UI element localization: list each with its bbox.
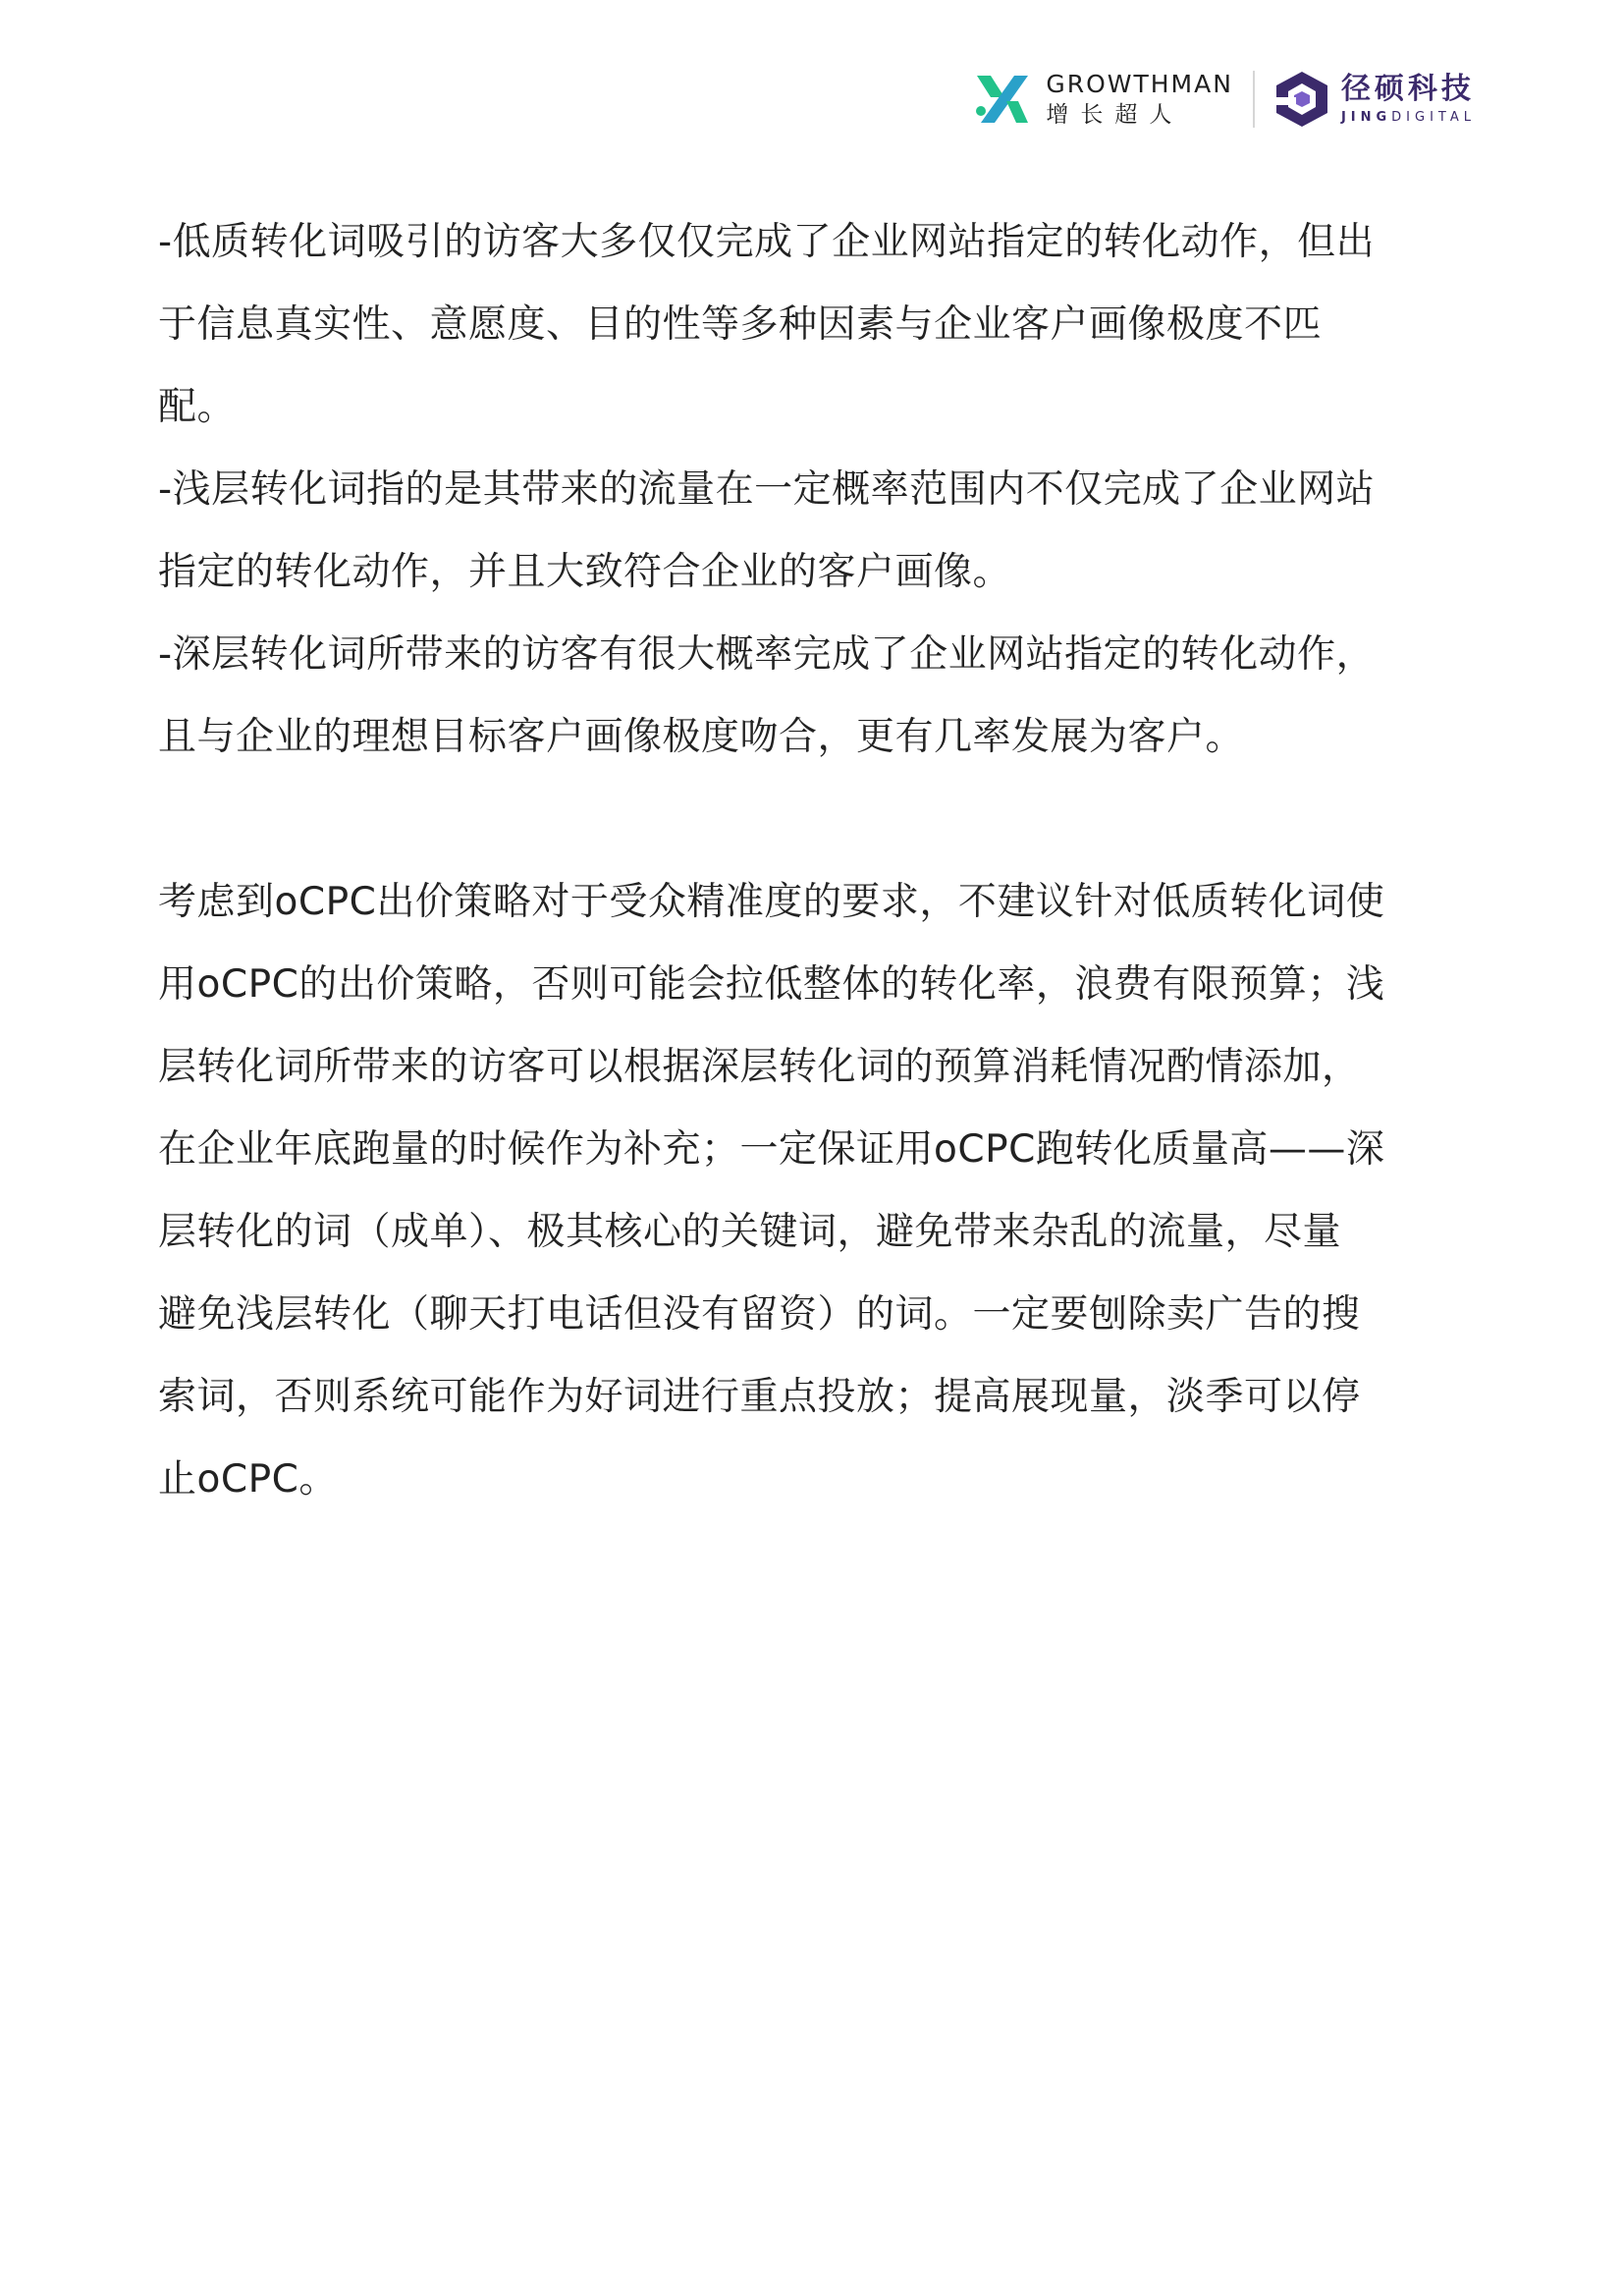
text-line: 止oCPC。 [158, 1457, 338, 1502]
text-line: 考虑到oCPC出价策略对于受众精准度的要求，不建议针对低质转化词使 [158, 880, 1385, 924]
jing-digital-name-en [1341, 111, 1476, 124]
paragraph-gap [158, 779, 1474, 861]
growthman-name-en: GROWTHMAN [1046, 70, 1233, 98]
text-line: -深层转化词所带来的访客有很大概率完成了企业网站指定的转化动作， [158, 632, 1376, 677]
text-line: 于信息真实性、意愿度、目的性等多种因素与企业客户画像极度不匹 [158, 302, 1323, 347]
text-line: -低质转化词吸引的访客大多仅仅完成了企业网站指定的转化动作，但出 [158, 220, 1376, 264]
growthman-logo-icon [971, 68, 1034, 131]
text-line: 层转化词所带来的访客可以根据深层转化词的预算消耗情况酌情添加， [158, 1045, 1361, 1089]
text-line: 层转化的词（成单）、极其核心的关键词，避免带来杂乱的流量，尽量 [158, 1210, 1342, 1254]
document-body [158, 201, 1474, 1521]
text-line: 配。 [158, 385, 237, 429]
jing-digital-name-en-bold: JING [1340, 110, 1392, 125]
paragraph-ocpc-strategy [158, 861, 1474, 1521]
text-line: 指定的转化动作，并且大致符合企业的客户画像。 [158, 550, 1012, 594]
jing-digital-name-en-rest: DIGITAL [1391, 110, 1476, 125]
text-line: 索词，否则系统可能作为好词进行重点投放；提高展现量，淡季可以停 [158, 1375, 1361, 1419]
text-line: 用oCPC的出价策略，否则可能会拉低整体的转化率，浪费有限预算；浅 [158, 962, 1385, 1007]
jing-digital-name-cn: 径硕科技 [1340, 72, 1475, 106]
jing-digital-logo [1274, 70, 1476, 129]
text-line: 且与企业的理想目标客户画像极度吻合，更有几率发展为客户。 [158, 715, 1245, 759]
jing-digital-logo-icon [1274, 70, 1329, 129]
growthman-name-cn: 增长超人 [1046, 102, 1184, 128]
logo-divider [1253, 71, 1255, 128]
text-line: 在企业年底跑量的时候作为补充；一定保证用oCPC跑转化质量高——深 [158, 1127, 1385, 1172]
paragraph-conversion-word-types [158, 201, 1474, 779]
text-line: -浅层转化词指的是其带来的流量在一定概率范围内不仅完成了企业网站 [158, 467, 1376, 512]
growthman-logo [971, 68, 1233, 131]
text-line: 避免浅层转化（聊天打电话但没有留资）的词。一定要刨除卖广告的搜 [158, 1292, 1361, 1337]
page-header [971, 65, 1476, 134]
